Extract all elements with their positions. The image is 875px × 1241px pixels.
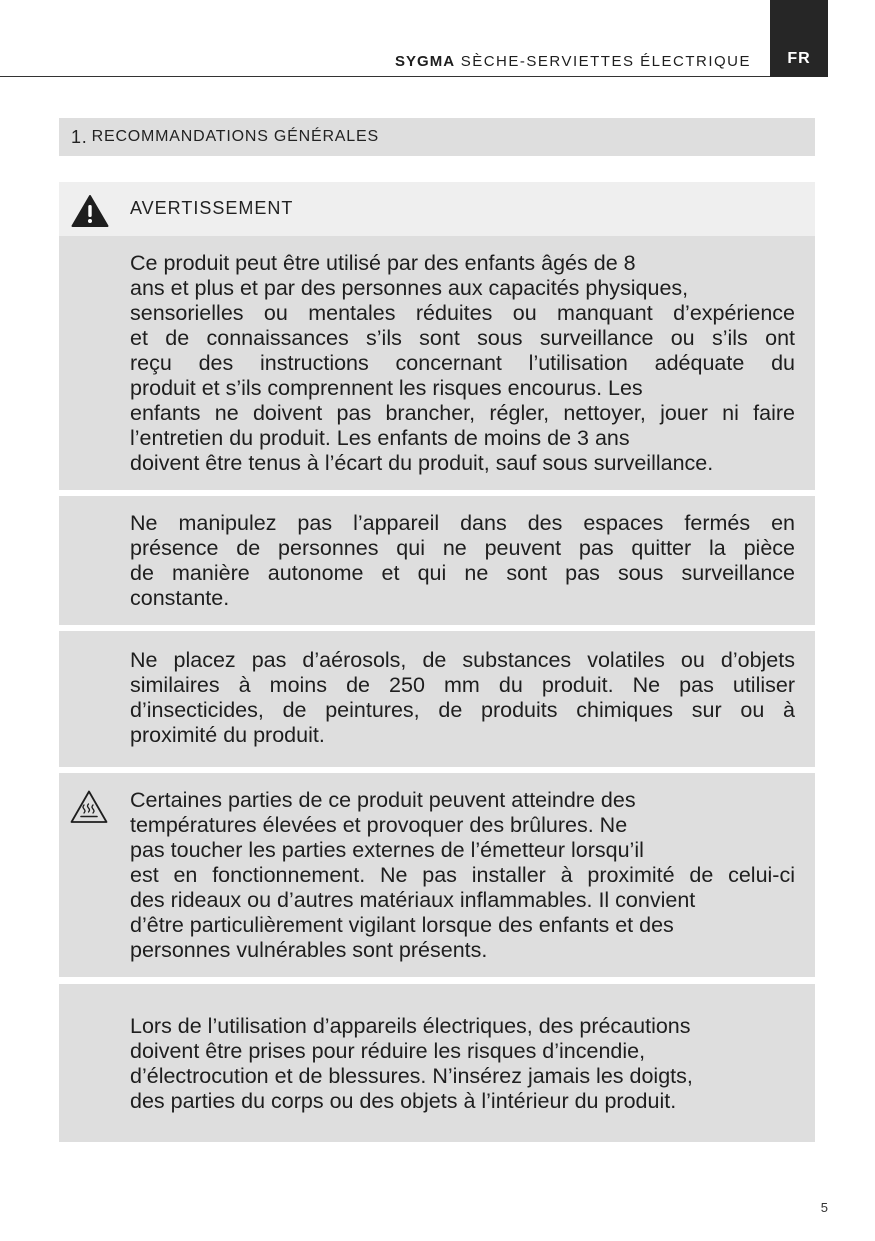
text-line: températures élevées et provoquer des brûlures. Ne [130, 813, 628, 837]
text-line: d’électrocution et de blessures. N’insérez jamais les doigts, [130, 1064, 693, 1088]
text-line: Certaines parties de ce produit peuvent atteindre des [130, 788, 636, 812]
hot-surface-icon [69, 789, 109, 825]
text-line: Ne placez pas d’aérosols, de substances volatiles ou d’objets [130, 648, 795, 672]
text-line: de manière autonome et qui ne sont pas sous surveillance [130, 561, 795, 585]
text-line: similaires à moins de 250 mm du produit. Ne pas utiliser [130, 673, 795, 697]
warning-triangle-icon [71, 194, 109, 228]
text-line: enfants ne doivent pas brancher, régler, nettoyer, jouer ni faire [130, 401, 795, 425]
paragraph-text [130, 648, 795, 748]
text-line: doivent être prises pour réduire les risques d’incendie, [130, 1039, 646, 1063]
section-title: RECOMMANDATIONS GÉNÉRALES [91, 128, 379, 145]
language-label: FR [787, 50, 811, 67]
brand-name: SYGMA [395, 53, 456, 70]
warning-header [59, 182, 815, 236]
text-line: personnes vulnérables sont présents. [130, 938, 488, 962]
text-line: d’insecticides, de peintures, de produits chimiques sur ou à [130, 698, 795, 722]
text-line: proximité du produit. [130, 723, 325, 747]
document-header-title [395, 53, 751, 70]
text-line: des parties du corps ou des objets à l’intérieur du produit. [130, 1089, 677, 1113]
text-line: ans et plus et par des personnes aux capacités physiques, [130, 276, 689, 300]
paragraph-text [130, 251, 795, 476]
text-line: doivent être tenus à l’écart du produit, sauf sous surveillance. [130, 451, 714, 475]
section-number: 1. [71, 126, 88, 147]
text-line: et de connaissances s’ils sont sous surveillance ou s’ils ont [130, 326, 795, 350]
section-heading [59, 118, 815, 156]
paragraph-text [130, 511, 795, 611]
product-name: SÈCHE-SERVIETTES ÉLECTRIQUE [460, 53, 751, 70]
warning-title: AVERTISSEMENT [130, 198, 294, 218]
paragraph-box-hot-surface [59, 773, 815, 977]
text-line: est en fonctionnement. Ne pas installer à proximité de celui-ci [130, 863, 795, 887]
paragraph-box-aerosols [59, 631, 815, 767]
page-number: 5 [820, 1200, 828, 1215]
text-line: l’entretien du produit. Les enfants de moins de 3 ans [130, 426, 630, 450]
text-line: Ne manipulez pas l’appareil dans des espaces fermés en [130, 511, 795, 535]
paragraph-text [130, 788, 795, 963]
paragraph-box-children-safety [59, 236, 815, 490]
text-line: présence de personnes qui ne peuvent pas quitter la pièce [130, 536, 795, 560]
text-line: reçu des instructions concernant l’utilisation adéquate du [130, 351, 795, 375]
text-line: Lors de l’utilisation d’appareils électriques, des précautions [130, 1014, 691, 1038]
text-line: sensorielles ou mentales réduites ou manquant d’expérience [130, 301, 795, 325]
text-line: Ce produit peut être utilisé par des enfants âgés de 8 [130, 251, 636, 275]
text-line: produit et s’ils comprennent les risques encourus. Les [130, 376, 643, 400]
text-line: des rideaux ou d’autres matériaux inflammables. Il convient [130, 888, 696, 912]
language-tab [770, 0, 828, 77]
header-divider [0, 76, 770, 77]
paragraph-box-electrical-precautions [59, 984, 815, 1142]
paragraph-text [130, 1014, 795, 1114]
text-line: constante. [130, 586, 230, 610]
text-line: d’être particulièrement vigilant lorsque des enfants et des [130, 913, 674, 937]
text-line: pas toucher les parties externes de l’émetteur lorsqu’il [130, 838, 644, 862]
paragraph-box-enclosed-spaces [59, 496, 815, 625]
